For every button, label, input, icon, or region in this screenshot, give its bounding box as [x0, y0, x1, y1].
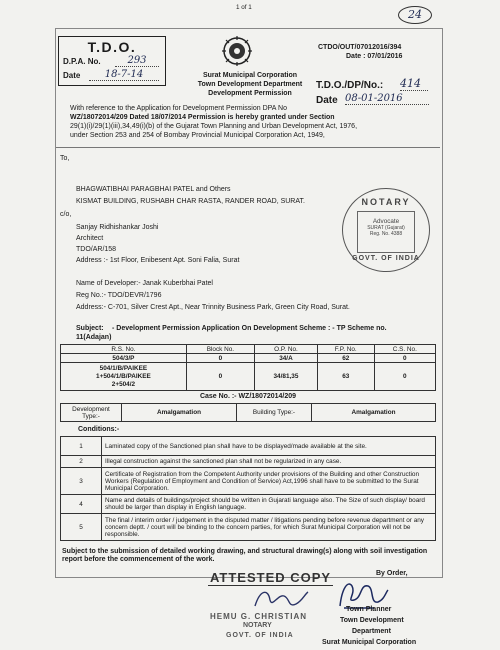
- bldg-type-label: Building Type:-: [237, 404, 312, 422]
- table-cell: 62: [317, 354, 374, 363]
- corner-mark-text: 24: [408, 8, 422, 21]
- conditions-table: [60, 436, 436, 541]
- plot-table-header: F.P. No.: [317, 345, 374, 354]
- addressee-name: BHAGWATIBHAI PARAGBHAI PATEL and Others: [76, 186, 231, 193]
- condition-text: Certificate of Registration from the Competent Authority under provisions of the Building and other Construction Workers (Regulation of Employment and Condition of Service) Act,1996 shall have to be submitted to the Surat Municipal Corporation.: [102, 468, 436, 495]
- plot-table-header: Block No.: [186, 345, 254, 354]
- notary-stamp-bottom: GOVT. OF INDIA: [352, 255, 420, 262]
- plot-table-header: R.S. No.: [61, 345, 187, 354]
- notary-stamp: [342, 188, 430, 272]
- notary-title: NOTARY: [243, 622, 272, 629]
- co-label: c/o,: [60, 211, 72, 218]
- condition-text: Illegal construction against the sanctioned plan shall not be regularized in any case.: [102, 456, 436, 468]
- reference-line-3: 29(1)(i)/29(1)(iii),34,49(i)(b) of the Gujarat Town Planning and Urban Development Act, 1976,: [70, 123, 358, 130]
- developer-address: Address:- C-701, Silver Crest Apt., Near Trinnity Business Park, Green City Road, Surat.: [76, 304, 350, 311]
- dev-type-label: Development Type:-: [61, 404, 122, 422]
- condition-text: The final / interim order / judgement in the disputed matter / litigations pending before revenue department or any concern deptt. / court will be binding to the concern parties, for which Surat Municipal Corporation will not be responsible.: [102, 514, 436, 541]
- condition-text: Laminated copy of the Sanctioned plan shall have to be displayed/made available at the site.: [102, 437, 436, 456]
- signoff-line-2: Town Development: [340, 617, 404, 624]
- architect-reg: TDO/AR/158: [76, 246, 117, 253]
- org-department: Town Development Department: [197, 81, 303, 88]
- reference-line-4: under Section 253 and 254 of Bombay Provincial Municipal Corporation Act, 1949,: [70, 132, 325, 139]
- table-cell: 34/A: [254, 354, 317, 363]
- condition-number: 3: [61, 468, 102, 495]
- dev-type-table: [60, 403, 436, 422]
- architect-name: Sanjay Ridhishankar Joshi: [76, 224, 159, 231]
- plot-table: [60, 344, 436, 391]
- notary-signature-icon: [250, 586, 310, 612]
- signoff-line-4: Surat Municipal Corporation: [322, 639, 417, 646]
- table-cell: 504/1/B/PAIKEE 1+504/1/B/PAIKEE 2+504/2: [61, 363, 187, 391]
- out-date: Date : 07/01/2016: [346, 53, 403, 60]
- attested-copy-stamp: ATTESTED COPY: [210, 570, 332, 585]
- conditions-heading: Conditions:-: [78, 426, 120, 433]
- signoff-line-1: Town Planner: [346, 606, 392, 613]
- condition-text: Name and details of buildings/project should be written in Gujarati language also. The Size of such display/ board should be larger than display in English language.: [102, 495, 436, 514]
- condition-number: 2: [61, 456, 102, 468]
- dpa-value: 293: [115, 55, 159, 67]
- by-order: By Order,: [376, 570, 408, 577]
- table-cell: 63: [317, 363, 374, 391]
- table-row: [61, 495, 436, 514]
- date-label: Date: [63, 71, 81, 80]
- notary-stamp-inner-1: Advocate: [372, 218, 400, 225]
- tdo-dp-date-value: 08-01-2016: [345, 93, 429, 105]
- table-cell: 34/81,35: [254, 363, 317, 391]
- date-value: 18-7-14: [89, 69, 159, 81]
- developer-name: Name of Developer:- Janak Kuberbhai Patel: [76, 280, 213, 287]
- dpa-label: D.P.A. No.: [63, 57, 101, 66]
- org-name: Surat Municipal Corporation: [202, 72, 298, 79]
- signoff-line-3: Department: [352, 628, 391, 635]
- tdo-dp-date-label: Date: [316, 95, 338, 106]
- subject-text: - Development Permission Application On Development Scheme : - TP Scheme no.: [112, 325, 387, 332]
- table-cell: 0: [186, 354, 254, 363]
- tdo-dp-label: T.D.O./DP/No.:: [316, 80, 384, 91]
- page-number: 1 of 1: [236, 4, 252, 11]
- table-row: [61, 363, 436, 391]
- tdo-box-title: T.D.O.: [87, 39, 137, 55]
- notary-govt: GOVT. OF INDIA: [226, 632, 294, 639]
- case-no: Case No. :- WZ/18072014/209: [199, 393, 297, 400]
- table-cell: 0: [374, 354, 435, 363]
- table-row: [61, 437, 436, 456]
- condition-number: 5: [61, 514, 102, 541]
- bldg-type-value: Amalgamation: [312, 404, 436, 422]
- table-row: [61, 468, 436, 495]
- plot-table-header: O.P. No.: [254, 345, 317, 354]
- out-ref: CTDO/OUT/07012016/394: [318, 44, 402, 51]
- tdo-dp-value: 414: [400, 77, 428, 91]
- reference-line-1: With reference to the Application for Development Permission DPA No: [70, 105, 287, 112]
- divider: [56, 147, 440, 148]
- smc-emblem-icon: [222, 36, 252, 66]
- tdo-box: [58, 36, 166, 86]
- architect-address: Address :- 1st Floor, Enibesent Apt. Soni Falia, Surat: [76, 257, 240, 264]
- table-row: [61, 514, 436, 541]
- addressee-address: KISMAT BUILDING, RUSHABH CHAR RASTA, RANDER ROAD, SURAT.: [76, 198, 305, 205]
- notary-stamp-inner: [357, 211, 415, 253]
- table-row: [61, 354, 436, 363]
- developer-reg: Reg No.:- TDO/DEVR/1796: [76, 292, 162, 299]
- corner-mark: [398, 6, 432, 24]
- notary-name: HEMU G. CHRISTIAN: [210, 612, 307, 621]
- dev-type-value: Amalgamation: [122, 404, 237, 422]
- condition-number: 1: [61, 437, 102, 456]
- plot-table-header: C.S. No.: [374, 345, 435, 354]
- notary-stamp-top: NOTARY: [361, 197, 411, 207]
- to-label: To,: [60, 155, 70, 162]
- org-doc-type: Development Permission: [208, 90, 292, 97]
- notary-stamp-inner-3: Reg. No. 4388: [369, 231, 403, 237]
- table-row: [61, 456, 436, 468]
- notary-stamp-inner-2: SURAT (Gujarat): [367, 225, 405, 231]
- table-cell: 0: [186, 363, 254, 391]
- subject-text-2: 11(Adajan): [76, 334, 112, 341]
- reference-line-2: WZ/18072014/209 Dated 18/07/2014 Permission is hereby granted under Section: [70, 114, 335, 121]
- table-cell: 0: [374, 363, 435, 391]
- architect-title: Architect: [76, 235, 104, 242]
- subject-label: Subject:: [76, 325, 104, 332]
- table-cell: 504/3/P: [61, 354, 187, 363]
- conditions-footer: Subject to the submission of detailed working drawing, and structural drawing(s) along with soil investigation report before the commencement of the work.: [62, 548, 428, 563]
- condition-number: 4: [61, 495, 102, 514]
